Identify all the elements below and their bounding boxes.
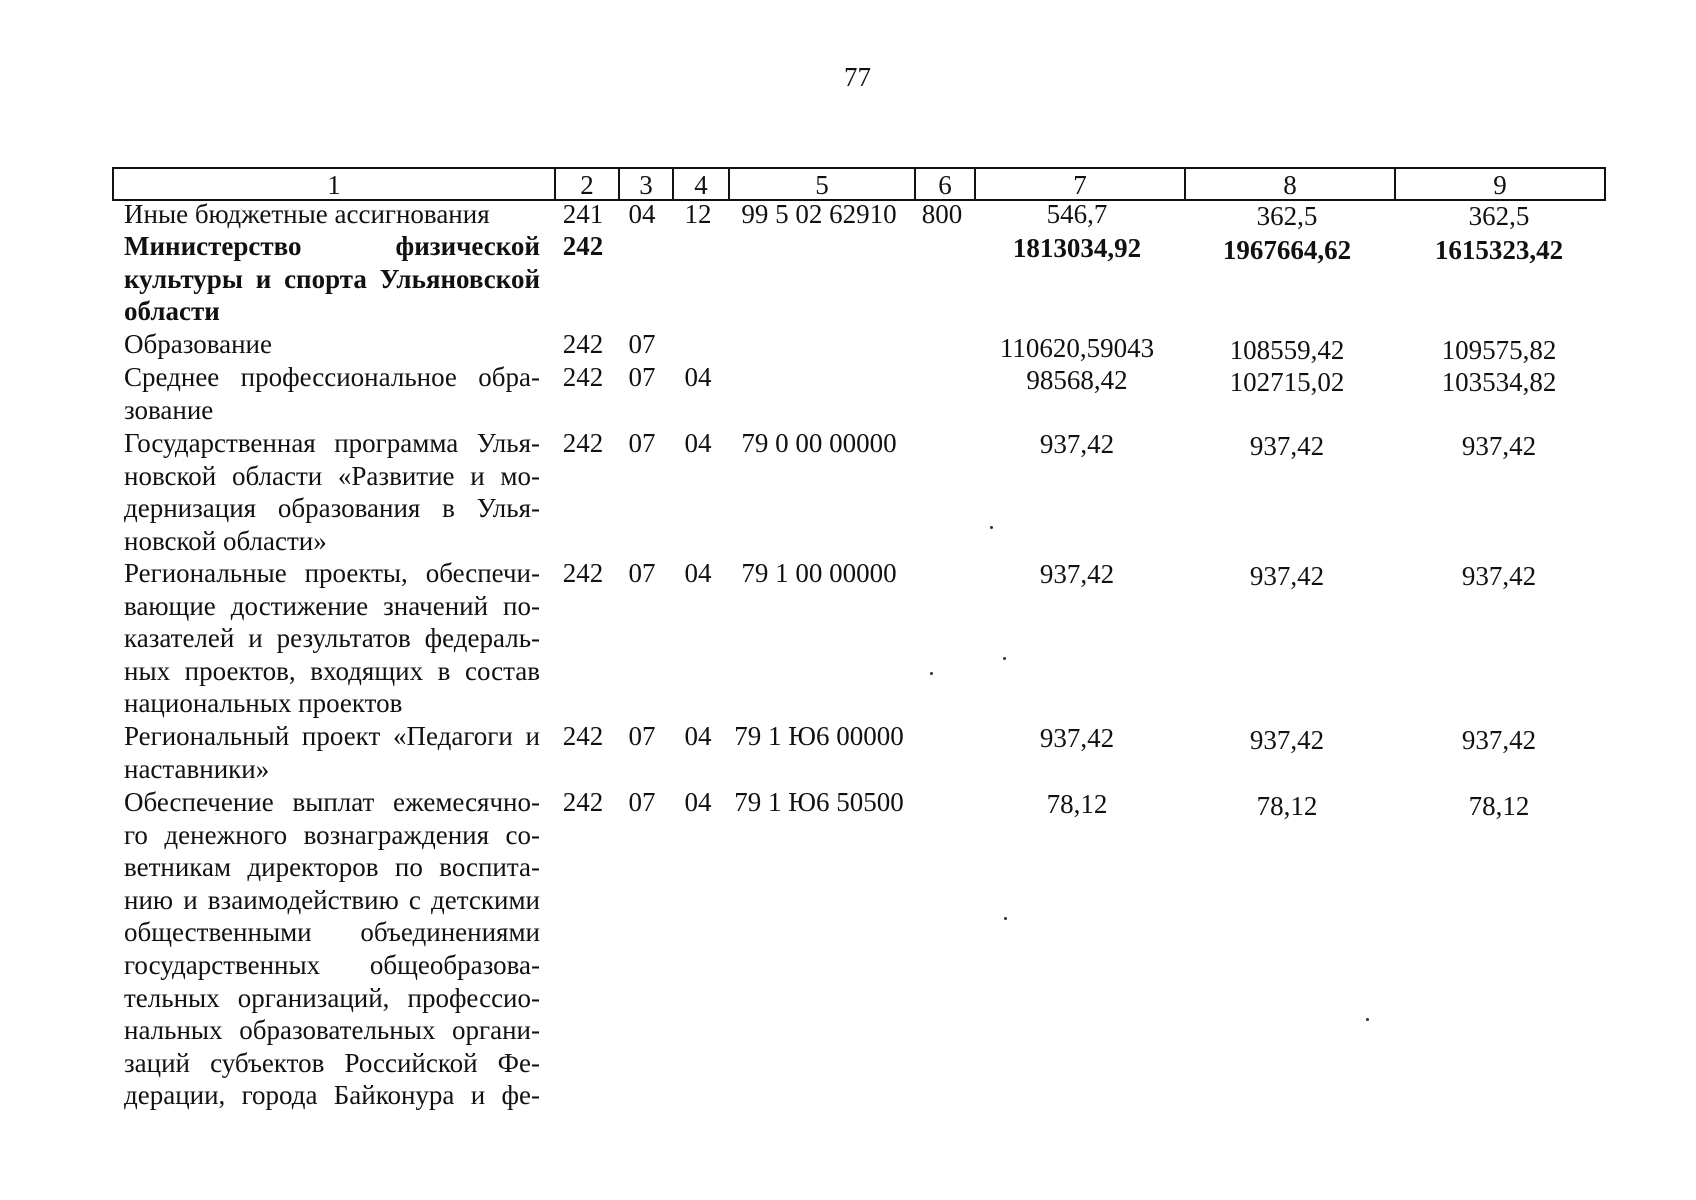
cell-col-2: 242	[562, 428, 604, 458]
cell-col-8: 102715,02	[1229, 367, 1345, 397]
row-name-line: дерации, города Байконура и фе-	[124, 1080, 540, 1111]
cell-col-2: 242	[562, 362, 604, 392]
cell-col-7: 546,7	[1046, 199, 1108, 229]
cell-col-3: 07	[628, 787, 656, 817]
cell-col-7: 78,12	[1046, 789, 1108, 819]
row-name-line: государственных общеобразова-	[124, 949, 540, 980]
row-name-line: Государственная программа Улья-	[124, 428, 540, 458]
scan-speck	[1366, 1018, 1369, 1021]
cell-col-3: 07	[628, 428, 656, 458]
row-name-line: го денежного вознаграждения со-	[124, 819, 540, 850]
row-name	[124, 328, 540, 361]
row-name-line: Министерство физической	[124, 231, 540, 261]
cell-col-7: 937,42	[1039, 559, 1115, 589]
cell-col-4: 04	[684, 428, 712, 458]
row-name	[124, 720, 540, 785]
row-name-line: заций субъектов Российской Фе-	[124, 1047, 540, 1078]
row-name-line: нальных образовательных органи-	[124, 1015, 540, 1046]
header-col-9: 9	[1394, 169, 1604, 199]
header-col-3: 3	[618, 169, 672, 199]
row-name-line: ветникам директоров по воспита-	[124, 852, 540, 883]
row-name-line: новской области»	[124, 525, 327, 556]
cell-col-7: 110620,59043	[999, 333, 1155, 363]
cell-col-8: 937,42	[1249, 431, 1325, 461]
cell-col-9: 1615323,42	[1434, 235, 1564, 265]
cell-col-5: 99 5 02 62910	[741, 199, 897, 229]
cell-col-8: 937,42	[1249, 561, 1325, 591]
cell-col-2: 242	[562, 721, 604, 751]
cell-col-4: 04	[684, 787, 712, 817]
header-col-8: 8	[1184, 169, 1394, 199]
header-col-4: 4	[672, 169, 728, 199]
cell-col-6: 800	[921, 199, 963, 229]
row-name	[124, 427, 540, 557]
page-number: 77	[844, 62, 871, 92]
row-name-line: вающие достижение значений по-	[124, 590, 540, 621]
row-name-line: казателей и результатов федераль-	[124, 623, 540, 654]
cell-col-2: 242	[562, 231, 604, 261]
cell-col-9: 78,12	[1468, 791, 1530, 821]
scan-speck	[990, 526, 993, 529]
cell-col-4: 04	[684, 721, 712, 751]
row-name-line: Региональные проекты, обеспечи-	[124, 558, 540, 588]
cell-col-2: 242	[562, 787, 604, 817]
cell-col-5: 79 1 Ю6 50500	[734, 787, 904, 817]
cell-col-3: 07	[628, 329, 656, 359]
row-name-line: Среднее профессиональное обра-	[124, 362, 540, 392]
cell-col-8: 108559,42	[1229, 335, 1345, 365]
cell-col-7: 937,42	[1039, 723, 1115, 753]
row-name-line: ных проектов, входящих в состав	[124, 655, 540, 686]
cell-col-4: 12	[684, 199, 712, 229]
cell-col-4: 04	[684, 558, 712, 588]
row-name	[124, 230, 540, 328]
row-name-line: культуры и спорта Ульяновской	[124, 263, 540, 294]
scan-speck	[930, 672, 933, 675]
row-name-line: Образование	[124, 329, 272, 359]
row-name-line: общественными объединениями	[124, 917, 540, 948]
cell-col-2: 241	[562, 199, 604, 229]
row-name-line: новской области «Развитие и мо-	[124, 460, 540, 491]
scan-speck	[1003, 657, 1006, 660]
cell-col-3: 04	[628, 199, 656, 229]
cell-col-5: 79 0 00 00000	[741, 428, 897, 458]
cell-col-3: 07	[628, 362, 656, 392]
cell-col-8: 362,5	[1256, 201, 1318, 231]
cell-col-5: 79 1 Ю6 00000	[734, 721, 904, 751]
row-name	[124, 198, 540, 231]
cell-col-9: 937,42	[1461, 561, 1537, 591]
row-name-line: национальных проектов	[124, 688, 403, 719]
header-col-1: 1	[327, 170, 341, 200]
row-name-line: Обеспечение выплат ежемесячно-	[124, 787, 540, 817]
cell-col-8: 78,12	[1256, 791, 1318, 821]
row-name-line: дернизация образования в Улья-	[124, 493, 540, 524]
cell-col-7: 1813034,92	[1012, 233, 1142, 263]
cell-col-5: 79 1 00 00000	[741, 558, 897, 588]
header-col-7: 7	[974, 169, 1184, 199]
row-name-line: тельных организаций, профессио-	[124, 982, 540, 1013]
cell-col-8: 1967664,62	[1222, 235, 1352, 265]
cell-col-9: 937,42	[1461, 431, 1537, 461]
cell-col-7: 98568,42	[1026, 365, 1128, 395]
cell-col-9: 937,42	[1461, 725, 1537, 755]
cell-col-7: 937,42	[1039, 429, 1115, 459]
row-name-line: Региональный проект «Педагоги и	[124, 721, 540, 751]
cell-col-3: 07	[628, 721, 656, 751]
cell-col-2: 242	[562, 558, 604, 588]
cell-col-9: 362,5	[1468, 201, 1530, 231]
header-col-5: 5	[728, 169, 914, 199]
cell-col-2: 242	[562, 329, 604, 359]
header-col-6: 6	[914, 169, 974, 199]
header-col-2: 2	[554, 169, 618, 199]
scan-speck	[1004, 917, 1007, 920]
row-name	[124, 786, 540, 1112]
row-name-line: области	[124, 296, 220, 327]
cell-col-8: 937,42	[1249, 725, 1325, 755]
row-name-line: зование	[124, 394, 214, 425]
row-name	[124, 557, 540, 720]
cell-col-9: 103534,82	[1441, 367, 1557, 397]
cell-col-9: 109575,82	[1441, 335, 1557, 365]
row-name-line: нию и взаимодействию с детскими	[124, 884, 540, 915]
row-name-line: наставники»	[124, 753, 270, 784]
cell-col-4: 04	[684, 362, 712, 392]
row-name-line: Иные бюджетные ассигнования	[124, 199, 490, 229]
cell-col-3: 07	[628, 558, 656, 588]
table-header	[112, 167, 1606, 201]
row-name	[124, 361, 540, 426]
